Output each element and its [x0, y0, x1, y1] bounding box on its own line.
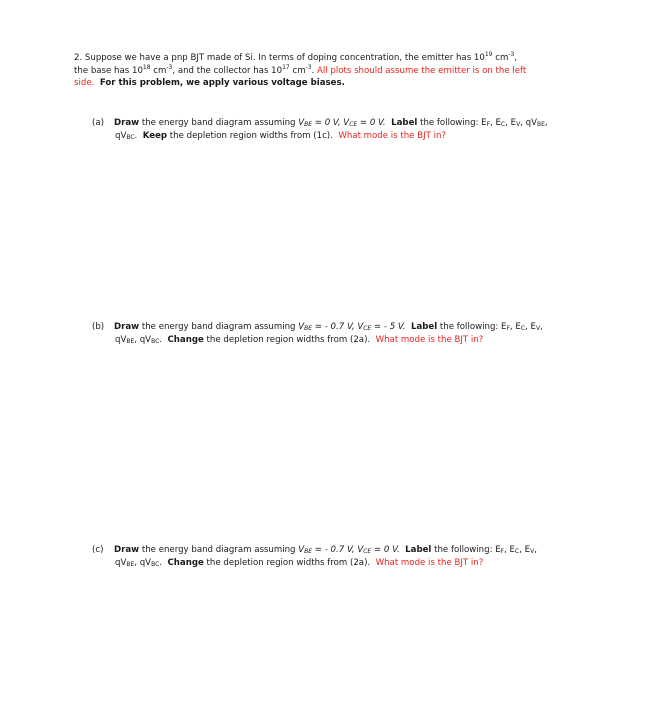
part-b [92, 321, 612, 346]
part-c-question: What mode is the BJT in? [375, 557, 484, 568]
part-c-label: (c) [92, 545, 104, 555]
part-b-label: (b) [92, 322, 105, 332]
part-a-line-1: (a) Draw the energy band diagram assuming $V_{BE} = 0$ V, $V_{CE} = 0$ V. Label the following: $E_F$, $E_C$, $E_V$, $qV_{BE}$, [92, 118, 548, 128]
problem-line-3: side. For this problem, we apply various voltage biases. [74, 78, 345, 88]
bias-note: For this problem, we apply various voltage biases. [99, 78, 345, 88]
problem-statement [74, 52, 604, 90]
part-a [92, 117, 612, 142]
emitter-left-note: All plots should assume the emitter is on the left [317, 65, 527, 76]
part-c-line-1: (c) Draw the energy band diagram assuming $V_{BE}$ = - 0.7 V, $V_{CE} = 0$ V. Label the following: $E_F$, $E_C$, $E_V$, [92, 545, 537, 555]
part-a-label: (a) [92, 118, 104, 128]
part-c [92, 544, 612, 569]
problem-line-1: 2. Suppose we have a pnp BJT made of Si. In terms of doping concentration, the emitter has $10^{19}$ $cm^{-3}$, [74, 51, 518, 63]
problem-number: 2. [74, 53, 83, 63]
part-c-line-2: $qV_{BE}$, $qV_{BC}$. Change the depletion region widths from (2a). What mode is the BJT in? [115, 557, 484, 568]
part-b-line-1: (b) Draw the energy band diagram assuming $V_{BE}$ = - 0.7 V, $V_{CE}$ = - 5 V. Label the following: $E_F$, $E_C$, $E_V$, [92, 322, 543, 332]
part-a-question: What mode is the BJT in? [338, 130, 447, 141]
part-b-question: What mode is the BJT in? [375, 334, 484, 345]
part-a-line-2: $qV_{BC}$. Keep the depletion region widths from (1c). What mode is the BJT in? [115, 130, 447, 141]
problem-line-2: the base has $10^{18}$ $cm^{-3}$, and the collector has $10^{17}$ $cm^{-3}$. All plots should assume the emitter is on the left [74, 63, 527, 76]
part-b-line-2: $qV_{BE}$, $qV_{BC}$. Change the depletion region widths from (2a). What mode is the BJT in? [115, 334, 484, 345]
